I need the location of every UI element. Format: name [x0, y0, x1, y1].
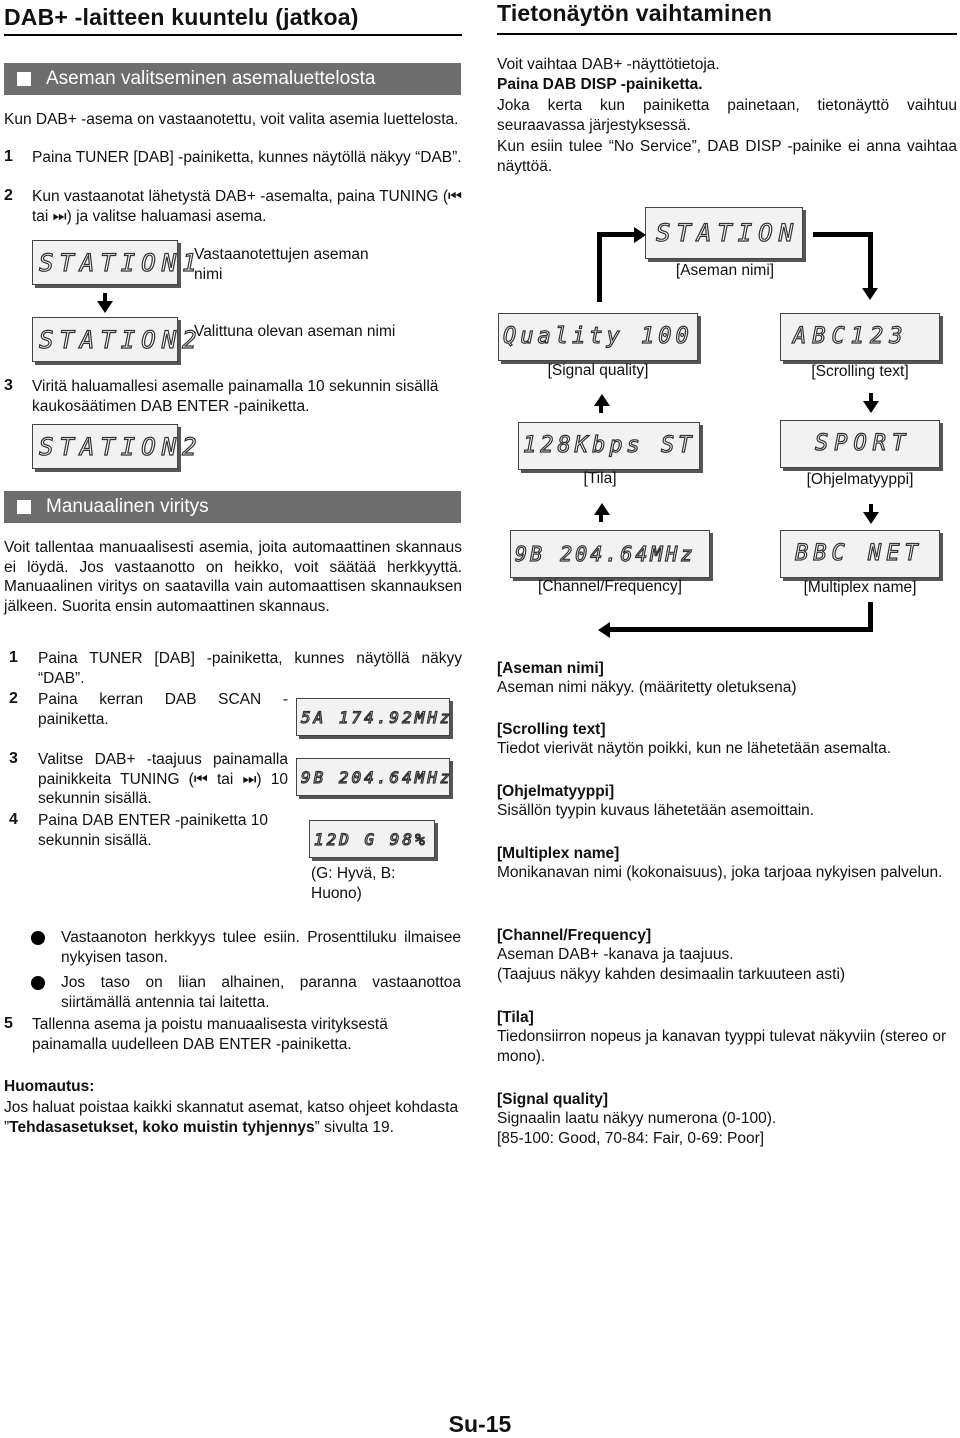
diagram-label: [Channel/Frequency]	[538, 578, 682, 595]
definition-scrolling-text: [Scrolling text] Tiedot vierivät näytön poikki, kun ne lähetetään asemalta.	[497, 721, 892, 757]
step-text: Viritä haluamallesi asemalle painamalla 10 sekunnin sisällä kaukosäätimen DAB ENTER -painiketta.	[32, 378, 439, 415]
lcd-caption: Vastaanotettujen aseman nimi	[194, 246, 369, 283]
step-text: Valitse DAB+ -taajuus painamalla painikkeita TUNING (⏮ tai ⏭) 10 sekunnin sisällä.	[38, 751, 288, 807]
flow-line	[610, 627, 873, 632]
arrow-down-icon	[863, 512, 879, 524]
definition-signal-quality: [Signal quality] Signaalin laatu näkyy numerona (0-100). [85-100: Good, 70-84: Fair, 0-69: Poor]	[497, 1091, 777, 1147]
lcd-station-name: STATION	[645, 207, 803, 259]
step-text: Paina TUNER [DAB] -painiketta, kunnes näytöllä näkyy “DAB”.	[32, 149, 462, 166]
arrow-down-icon	[863, 401, 879, 413]
manual-tuning-intro: Voit tallentaa manuaalisesti asemia, joita automaattinen skannaus ei löydä. Jos vastaanotto on heikko, voit säätää herkkyyttä. Manuaalinen viritys on saatavilla vain automaattisen skannauksen jälkeen. Suorita ensin automaattinen skannaus.	[4, 539, 462, 615]
step-number: 4	[9, 811, 18, 828]
step-number: 3	[9, 750, 18, 767]
flow-line	[813, 232, 873, 237]
flow-line	[868, 232, 873, 290]
lcd-frequency-9b: 9B 204.64MHz	[296, 758, 450, 796]
lcd-program-type: SPORT	[780, 420, 940, 468]
lcd-station1: STATION1	[32, 240, 178, 285]
flow-line	[869, 393, 873, 401]
lcd-frequency-5a: 5A 174.92MHz	[296, 698, 450, 736]
step-number: 2	[9, 690, 18, 707]
left-title-rule	[4, 34, 462, 36]
bullet-text: Vastaanoton herkkyys tulee esiin. Prosenttiluku ilmaisee nykyisen tason.	[61, 929, 461, 966]
lcd-station2: STATION2	[32, 317, 178, 362]
diagram-label: [Aseman nimi]	[675, 262, 775, 279]
arrow-down-icon	[862, 288, 878, 300]
right-page-title: Tietonäytön vaihtaminen	[497, 0, 773, 26]
bullet-dot-icon	[31, 931, 45, 945]
flow-line	[599, 405, 603, 413]
arrow-left-icon	[598, 622, 610, 638]
square-bullet-icon	[17, 500, 31, 514]
left-page-title: DAB+ -laitteen kuuntelu (jatkoa)	[4, 4, 359, 30]
definition-station-name: [Aseman nimi] Aseman nimi näkyy. (määritetty oletuksena)	[497, 660, 797, 696]
bullet-dot-icon	[31, 976, 45, 990]
disp-intro-3: Joka kerta kun painiketta painetaan, tietonäyttö vaihtuu seuraavassa järjestyksessä.	[497, 97, 957, 134]
bullet-text: Jos taso on liian alhainen, paranna vastaanottoa siirtämällä antennia tai laitetta.	[61, 974, 461, 1011]
step-number: 2	[4, 187, 13, 204]
section-heading-station-list	[4, 63, 461, 95]
diagram-label: [Signal quality]	[547, 362, 649, 379]
square-bullet-icon	[17, 72, 31, 86]
flow-line	[597, 232, 635, 237]
arrow-down-icon	[97, 301, 113, 313]
disp-intro-2: Paina DAB DISP -painiketta.	[497, 76, 703, 93]
flow-line	[597, 232, 602, 302]
step-text: Kun vastaanotat lähetystä DAB+ -asemalta, paina TUNING (⏮ tai ⏭) ja valitse haluamasi asema.	[32, 188, 462, 225]
lcd-signal-level: 12D G 98%	[309, 820, 435, 858]
section-heading-text: Manuaalinen viritys	[46, 496, 209, 517]
lcd-scrolling-text: ABC123	[780, 313, 940, 361]
lcd-caption: Valittuna olevan aseman nimi	[194, 323, 396, 340]
step-number: 1	[9, 649, 18, 666]
arrow-right-icon	[634, 227, 646, 243]
section-heading-text: Aseman valitseminen asemaluettelosta	[46, 68, 376, 89]
step-text: Paina TUNER [DAB] -painiketta, kunnes näytöllä näkyy “DAB”.	[38, 650, 462, 687]
definition-multiplex-name: [Multiplex name] Monikanavan nimi (kokonaisuus), joka tarjoaa nykyisen palvelun.	[497, 845, 943, 881]
step-number: 3	[4, 377, 13, 394]
definition-mode: [Tila] Tiedonsiirron nopeus ja kanavan tyyppi tulevat näkyviin (stereo or mono).	[497, 1009, 947, 1065]
flow-line	[599, 514, 603, 522]
lcd-station2-selected: STATION2	[32, 424, 178, 469]
step-number: 1	[4, 148, 13, 165]
page-number: Su-15	[448, 1411, 512, 1437]
step-text: Tallenna asema ja poistu manuaalisesta virityksestä painamalla uudelleen DAB ENTER -painiketta.	[32, 1016, 388, 1053]
note-text: Jos haluat poistaa kaikki skannatut asemat, katso ohjeet kohdasta ”Tehdasasetukset, koko muistin tyhjennys” sivulta 19.	[4, 1099, 459, 1136]
lcd-signal-quality: Quality 100	[498, 313, 698, 361]
disp-intro-1: Voit vaihtaa DAB+ -näyttötietoja.	[497, 56, 720, 73]
definition-channel-frequency: [Channel/Frequency] Aseman DAB+ -kanava ja taajuus. (Taajuus näkyy kahden desimaalin tarkuuteen asti)	[497, 927, 846, 983]
step-text: Paina kerran DAB SCAN -painiketta.	[38, 691, 288, 728]
signal-level-note: (G: Hyvä, B: Huono)	[311, 865, 396, 902]
diagram-label: [Tila]	[583, 470, 617, 487]
lcd-multiplex-name: BBC NET	[780, 530, 940, 578]
disp-intro-4: Kun esiin tulee “No Service”, DAB DISP -painike ei anna vaihtaa näyttöä.	[497, 138, 957, 175]
definition-program-type: [Ohjelmatyyppi] Sisällön tyypin kuvaus lähetetään asemoittain.	[497, 783, 815, 819]
diagram-label: [Scrolling text]	[811, 363, 909, 380]
right-title-rule	[497, 33, 957, 35]
step-text: Paina DAB ENTER -painiketta 10 sekunnin sisällä.	[38, 812, 269, 849]
lcd-channel-frequency: 9B 204.64MHz	[510, 530, 710, 578]
lcd-transfer-mode: 128Kbps ST	[518, 422, 700, 470]
diagram-label: [Multiplex name]	[803, 579, 917, 596]
station-list-intro: Kun DAB+ -asema on vastaanotettu, voit valita asemia luettelosta.	[4, 111, 459, 128]
section-heading-manual-tuning	[4, 491, 461, 523]
note-heading: Huomautus:	[4, 1078, 95, 1095]
step-number: 5	[4, 1015, 13, 1032]
diagram-label: [Ohjelmatyyppi]	[806, 471, 914, 488]
flow-line	[869, 504, 873, 512]
